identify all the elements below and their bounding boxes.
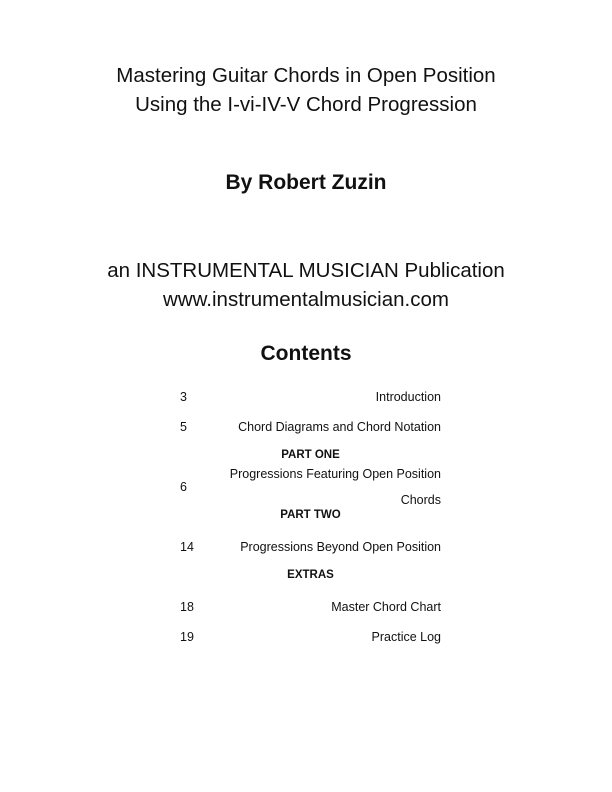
- toc-entry-practice-log: [180, 622, 441, 652]
- toc-entry-title: Chord Diagrams and Chord Notation: [238, 420, 441, 434]
- toc-entry-title: Progressions Featuring Open Position Chords: [229, 467, 441, 507]
- toc-page-number: 6: [180, 480, 187, 494]
- toc-page-number: 19: [180, 630, 194, 644]
- toc-entry-beyond-open-position: [180, 532, 441, 562]
- toc-entry-master-chord-chart: [180, 592, 441, 622]
- publisher-name: an INSTRUMENTAL MUSICIAN Publication: [107, 259, 505, 282]
- toc-entry-title: Master Chord Chart: [331, 600, 441, 614]
- title-line-1: Mastering Guitar Chords in Open Position: [116, 64, 496, 87]
- toc-entry-title: Practice Log: [371, 630, 441, 644]
- contents-heading: Contents: [260, 342, 352, 365]
- publisher-website: www.instrumentalmusician.com: [163, 288, 449, 311]
- toc-entry-open-position-progressions: [180, 467, 441, 507]
- title-line-2: Using the I-vi-IV-V Chord Progression: [135, 93, 477, 116]
- toc-page-number: 14: [180, 540, 194, 554]
- table-of-contents: [180, 382, 441, 652]
- toc-entry-chord-diagrams: [180, 412, 441, 442]
- toc-page-number: 18: [180, 600, 194, 614]
- toc-section-extras: EXTRAS: [287, 569, 334, 581]
- toc-entry-introduction: [180, 382, 441, 412]
- toc-page-number: 5: [180, 420, 187, 434]
- author-byline: By Robert Zuzin: [225, 171, 387, 194]
- toc-entry-title: Introduction: [375, 390, 441, 404]
- toc-section-part-one: PART ONE: [281, 449, 340, 461]
- toc-entry-title: Progressions Beyond Open Position: [240, 540, 441, 554]
- publisher-block: [0, 256, 612, 314]
- document-title: [0, 61, 612, 119]
- toc-section-part-two: PART TWO: [280, 509, 341, 521]
- toc-page-number: 3: [180, 390, 187, 404]
